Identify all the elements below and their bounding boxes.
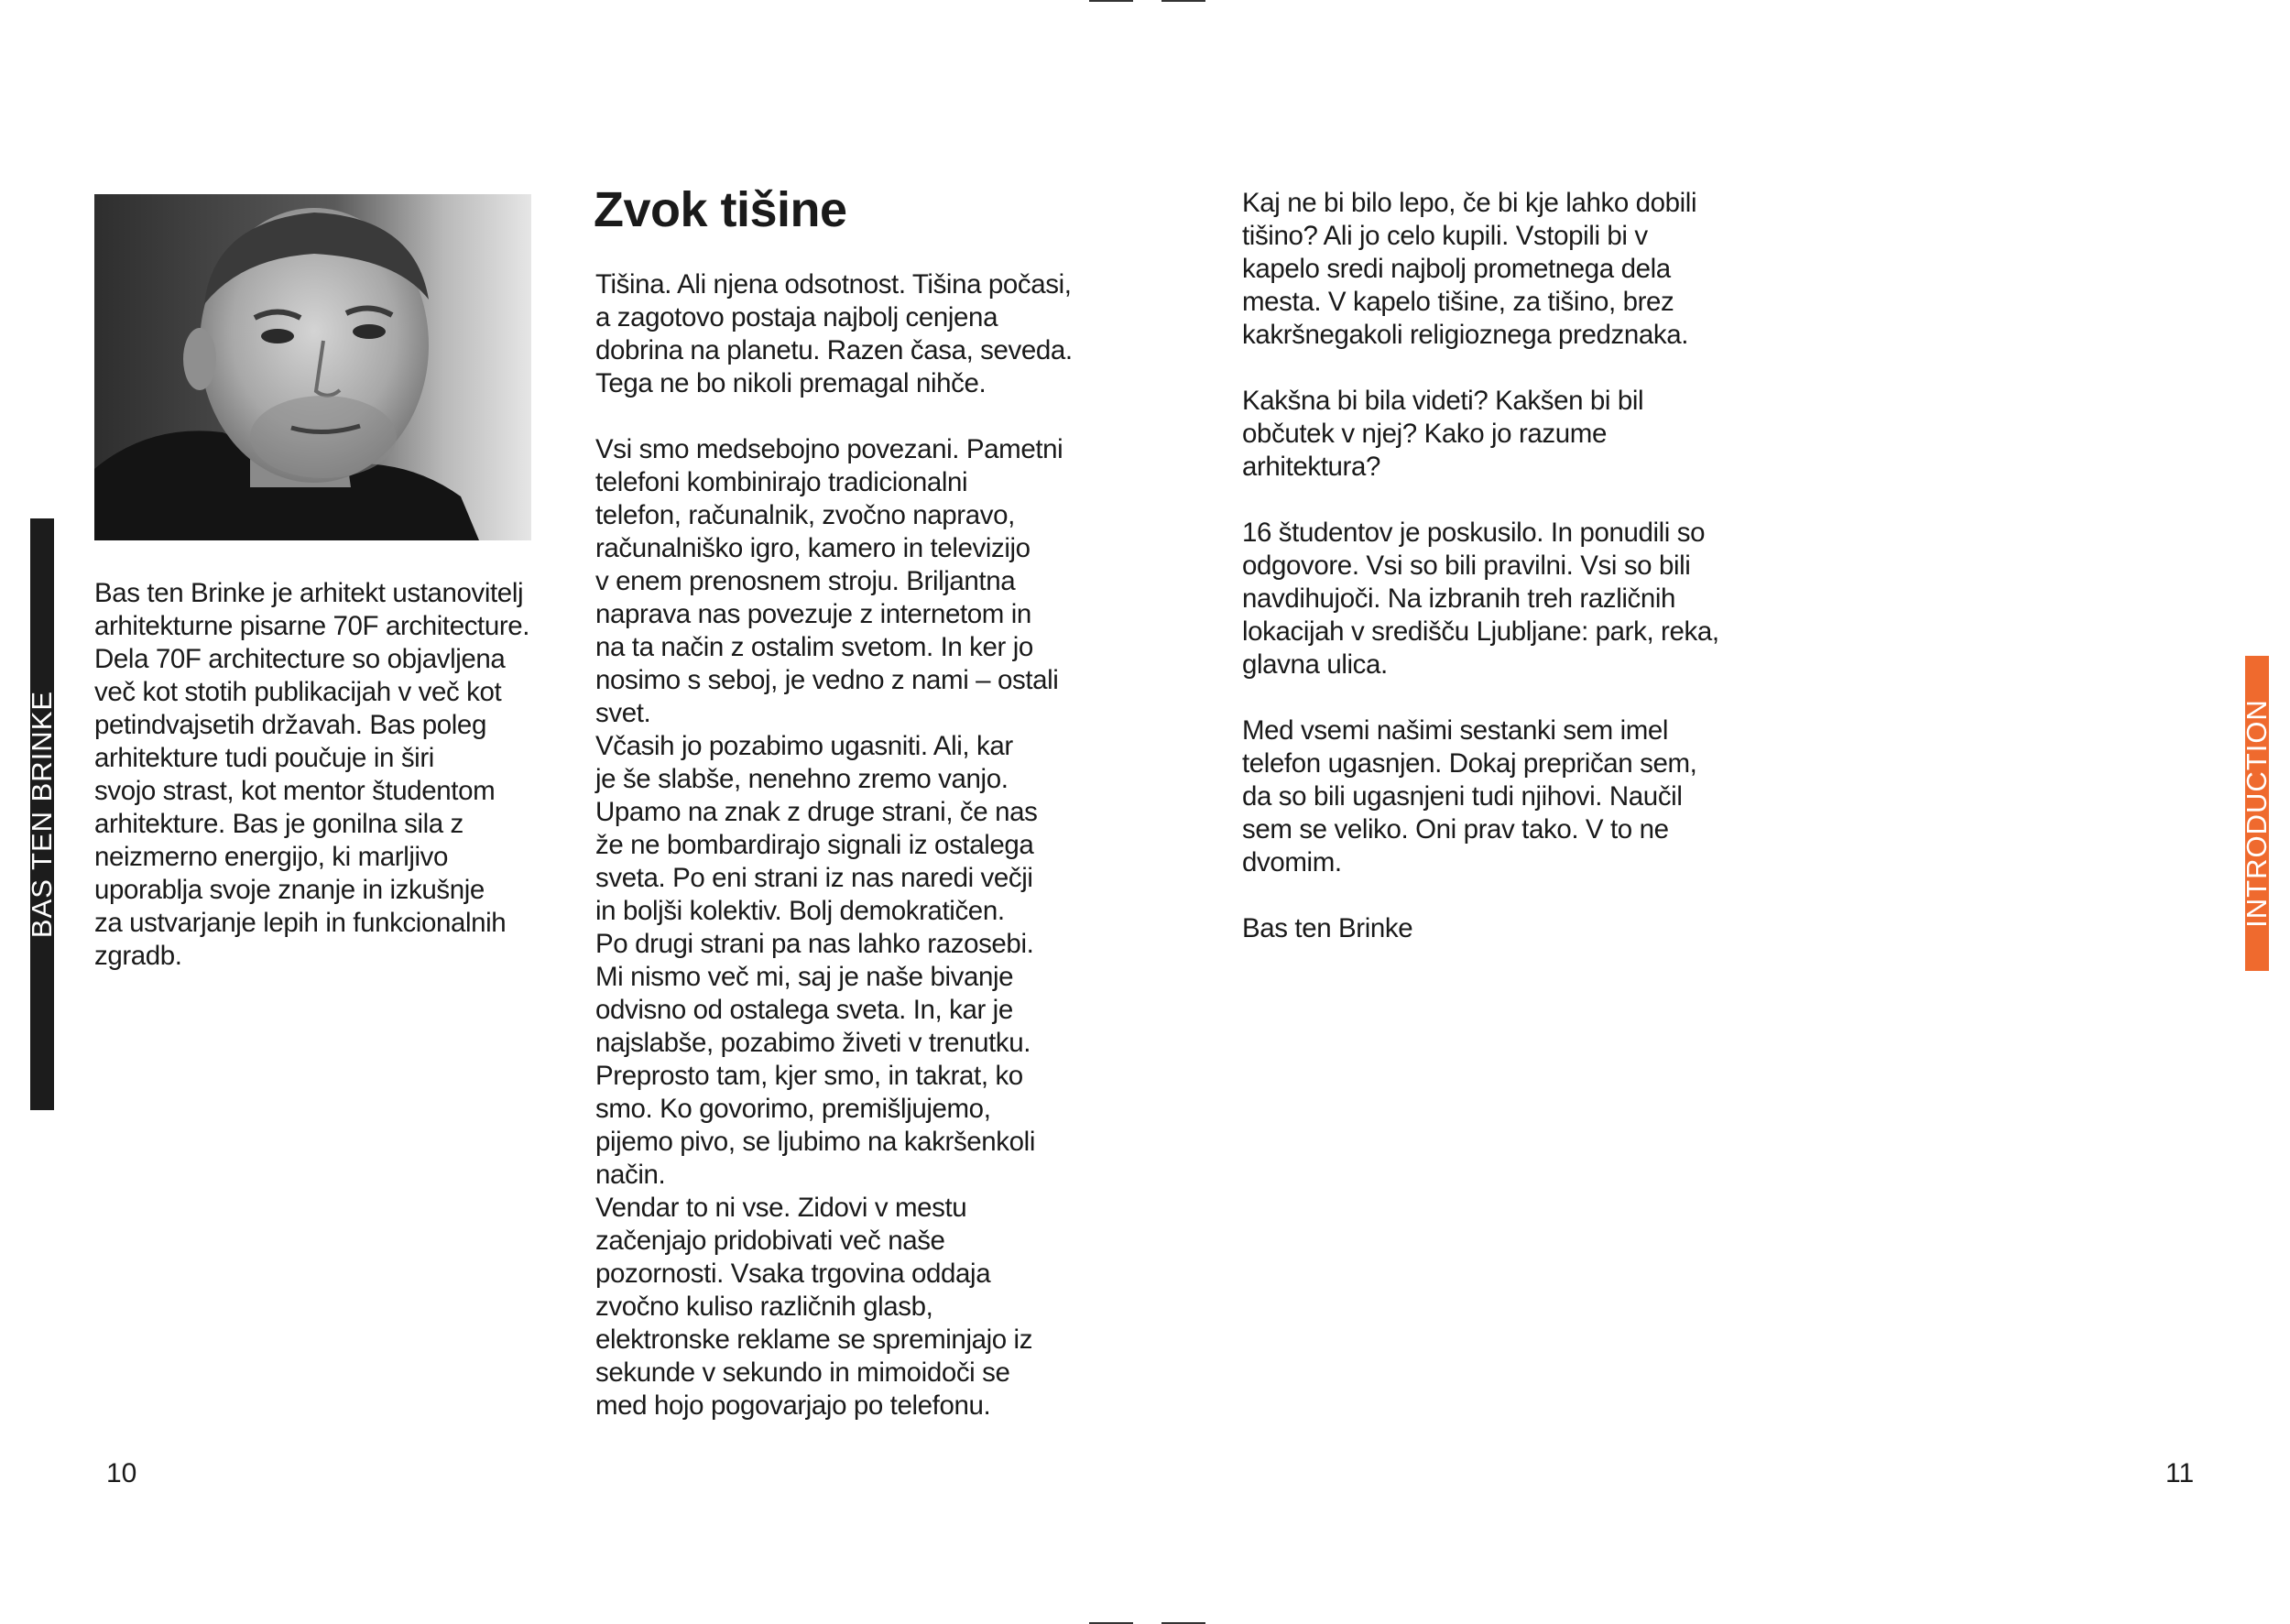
article-line: kapelo sredi najbolj prometnega dela <box>1242 254 1671 284</box>
article-line: Po drugi strani pa nas lahko razosebi. <box>595 929 1034 959</box>
article-line: Mi nismo več mi, saj je naše bivanje <box>595 962 1014 992</box>
article-line: elektronske reklame se spreminjajo iz <box>595 1324 1033 1355</box>
article-line: arhitektura? <box>1242 452 1380 482</box>
page-number-right: 11 <box>2165 1458 2195 1488</box>
article-line: pijemo pivo, se ljubimo na kakršenkoli <box>595 1127 1035 1157</box>
article-line: kakršnegakoli religioznega predznaka. <box>1242 320 1689 350</box>
article-line: svet. <box>595 698 651 728</box>
side-tab-section <box>2241 656 2273 971</box>
portrait-photo-icon <box>94 194 531 540</box>
article-line: in boljši kolektiv. Bolj demokratičen. <box>595 896 1005 926</box>
portrait-photo <box>94 194 531 540</box>
article-column-main <box>595 268 1108 1422</box>
article-line: Kaj ne bi bilo lepo, če bi kje lahko dobili <box>1242 188 1697 218</box>
article-line: sem se veliko. Oni prav tako. V to ne <box>1242 814 1669 845</box>
article-line: Včasih jo pozabimo ugasniti. Ali, kar <box>595 731 1013 761</box>
paragraph-gap <box>1242 484 1755 517</box>
bio-line: uporablja svoje znanje in izkušnje <box>94 875 485 905</box>
article-line: sekunde v sekundo in mimoidoči se <box>595 1357 1010 1388</box>
article-line: tišino? Ali jo celo kupili. Vstopili bi v <box>1242 221 1648 251</box>
side-tab-author <box>26 518 58 1110</box>
article-line: začenjajo pridobivati več naše <box>595 1226 945 1256</box>
author-bio <box>94 577 543 973</box>
paragraph-gap <box>1242 879 1755 912</box>
article-line: sveta. Po eni strani iz nas naredi večji <box>595 863 1033 893</box>
article-line: telefon ugasnjen. Dokaj prepričan sem, <box>1242 748 1697 779</box>
article-line: dobrina na planetu. Razen časa, seveda. <box>595 335 1073 365</box>
article-line: mesta. V kapelo tišine, za tišino, brez <box>1242 287 1674 317</box>
article-line: da so bili ugasnjeni tudi njihovi. Naučil <box>1242 781 1683 812</box>
article-line: lokacijah v središču Ljubljane: park, reka, <box>1242 616 1719 647</box>
article-line: Preprosto tam, kjer smo, in takrat, ko <box>595 1061 1023 1091</box>
page-number-left: 10 <box>106 1458 137 1488</box>
article-line: občutek v njej? Kako jo razume <box>1242 419 1607 449</box>
article-line: Med vsemi našimi sestanki sem imel <box>1242 715 1669 746</box>
bio-line: petindvajsetih državah. Bas poleg <box>94 710 486 740</box>
article-line: računalniško igro, kamero in televizijo <box>595 533 1030 563</box>
bio-line: več kot stotih publikacijah v več kot <box>94 677 502 707</box>
article-line: glavna ulica. <box>1242 649 1388 680</box>
article-signature: Bas ten Brinke <box>1242 913 1413 943</box>
article-line: Upamo na znak z druge strani, če nas <box>595 797 1038 827</box>
article-line: nosimo s seboj, je vedno z nami – ostali <box>595 665 1059 695</box>
side-tab-author-label: BAS TEN BRINKE <box>26 690 58 939</box>
article-line: telefoni kombinirajo tradicionalni <box>595 467 968 497</box>
article-line: dvomim. <box>1242 847 1342 877</box>
article-line: a zagotovo postaja najbolj cenjena <box>595 302 998 332</box>
article-line: Tišina. Ali njena odsotnost. Tišina počasi, <box>595 269 1072 300</box>
paragraph-gap <box>1242 352 1755 385</box>
bio-line: Dela 70F architecture so objavljena <box>94 644 506 674</box>
article-line: odgovore. Vsi so bili pravilni. Vsi so bili <box>1242 550 1691 581</box>
article-line: v enem prenosnem stroju. Briljantna <box>595 566 1016 596</box>
bio-line: arhitekture. Bas je gonilna sila z <box>94 809 463 839</box>
article-line: Vendar to ni vse. Zidovi v mestu <box>595 1193 967 1223</box>
article-title: Zvok tišine <box>594 182 847 237</box>
bio-line: Bas ten Brinke je arhitekt ustanovitelj <box>94 578 524 608</box>
article-line: na ta način z ostalim svetom. In ker jo <box>595 632 1033 662</box>
article-line: Tega ne bo nikoli premagal nihče. <box>595 368 987 398</box>
article-line: navdihujoči. Na izbranih treh različnih <box>1242 583 1676 614</box>
article-line: telefon, računalnik, zvočno napravo, <box>595 500 1015 530</box>
crop-mark-top-right <box>1161 0 1205 2</box>
bio-line: za ustvarjanje lepih in funkcionalnih <box>94 908 507 938</box>
bio-line: zgradb. <box>94 941 182 971</box>
paragraph-gap <box>1242 681 1755 714</box>
article-line: že ne bombardirajo signali iz ostalega <box>595 830 1034 860</box>
side-tab-section-label: INTRODUCTION <box>2241 699 2273 928</box>
article-column-right <box>1242 187 1755 945</box>
article-line: najslabše, pozabimo živeti v trenutku. <box>595 1028 1031 1058</box>
article-line: med hojo pogovarjajo po telefonu. <box>595 1390 991 1421</box>
article-line: Kakšna bi bila videti? Kakšen bi bil <box>1242 386 1644 416</box>
paragraph-gap <box>595 400 1108 433</box>
bio-line: neizmerno energijo, ki marljivo <box>94 842 449 872</box>
article-line: naprava nas povezuje z internetom in <box>595 599 1031 629</box>
article-line: zvočno kuliso različnih glasb, <box>595 1292 933 1322</box>
article-line: smo. Ko govorimo, premišljujemo, <box>595 1094 991 1124</box>
article-line: način. <box>595 1160 666 1190</box>
article-line: pozornosti. Vsaka trgovina oddaja <box>595 1259 991 1289</box>
article-line: 16 študentov je poskusilo. In ponudili so <box>1242 518 1706 548</box>
bio-line: arhitekturne pisarne 70F architecture. <box>94 611 530 641</box>
bio-line: arhitekture tudi poučuje in širi <box>94 743 434 773</box>
article-line: odvisno od ostalega sveta. In, kar je <box>595 995 1013 1025</box>
article-line: je še slabše, nenehno zremo vanjo. <box>595 764 1009 794</box>
bio-line: svojo strast, kot mentor študentom <box>94 776 496 806</box>
crop-mark-top-left <box>1089 0 1133 2</box>
article-line: Vsi smo medsebojno povezani. Pametni <box>595 434 1063 464</box>
